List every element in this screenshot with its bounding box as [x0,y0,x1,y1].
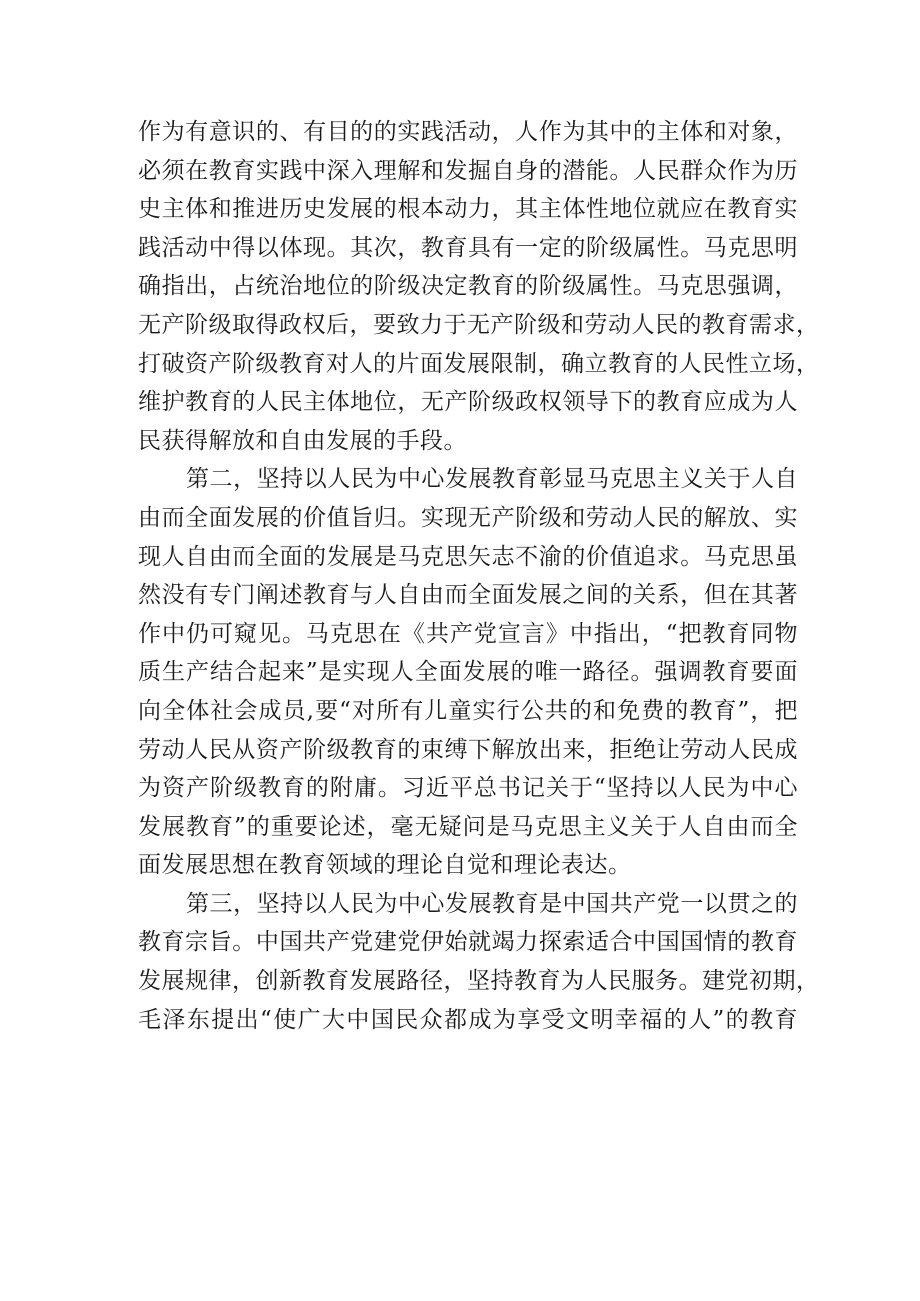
text-line: 第三，坚持以人民为中心发展教育是中国共产党一以贯之的 [186,890,798,917]
text-line: 作中仍可窥见。马克思在《共产党宣言》中指出，“把教育同物 [138,620,798,647]
text-line: 践活动中得以体现。其次，教育具有一定的阶级属性。马克思明 [138,234,798,261]
text-line: 第二，坚持以人民为中心发展教育彰显马克思主义关于人自 [186,466,798,493]
body-text [138,113,820,1039]
text-line: 史主体和推进历史发展的根本动力，其主体性地位就应在教育实 [138,196,798,223]
text-line: 向全体社会成员,要“对所有儿童实行公共的和免费的教育”，把 [138,697,798,724]
text-line: 确指出，占统治地位的阶级决定教育的阶级属性。马克思强调， [138,273,798,300]
text-line: 作为有意识的、有目的的实践活动，人作为其中的主体和对象， [138,119,798,145]
text-line: 为资产阶级教育的附庸。习近平总书记关于“坚持以人民为中心 [138,775,798,802]
text-line: 必须在教育实践中深入理解和发掘自身的潜能。人民群众作为历 [138,157,798,184]
text-line: 现人自由而全面的发展是马克思矢志不渝的价值追求。马克思虽 [138,543,798,570]
text-line: 然没有专门阐述教育与人自由而全面发展之间的关系，但在其著 [138,582,798,609]
text-line: 发展教育”的重要论述，毫无疑问是马克思主义关于人自由而全 [138,813,798,840]
text-line: 无产阶级取得政权后，要致力于无产阶级和劳动人民的教育需求， [138,311,820,338]
text-line: 质生产结合起来”是实现人全面发展的唯一路径。强调教育要面 [138,659,798,686]
text-line: 由而全面发展的价值旨归。实现无产阶级和劳动人民的解放、实 [138,504,798,531]
text-line: 民获得解放和自由发展的手段。 [138,427,467,454]
text-line: 劳动人民从资产阶级教育的束缚下解放出来，拒绝让劳动人民成 [138,736,798,763]
text-line: 面发展思想在教育领域的理论自觉和理论表达。 [138,852,632,879]
text-line: 教育宗旨。中国共产党建党伊始就竭力探索适合中国国情的教育 [138,929,798,956]
text-line: 打破资产阶级教育对人的片面发展限制，确立教育的人民性立场， [138,350,820,377]
text-line: 发展规律，创新教育发展路径，坚持教育为人民服务。建党初期， [138,968,820,995]
text-line: 维护教育的人民主体地位，无产阶级政权领导下的教育应成为人 [138,389,798,416]
text-line: 毛泽东提出“使广大中国民众都成为享受文明幸福的人”的教育 [138,1006,798,1033]
